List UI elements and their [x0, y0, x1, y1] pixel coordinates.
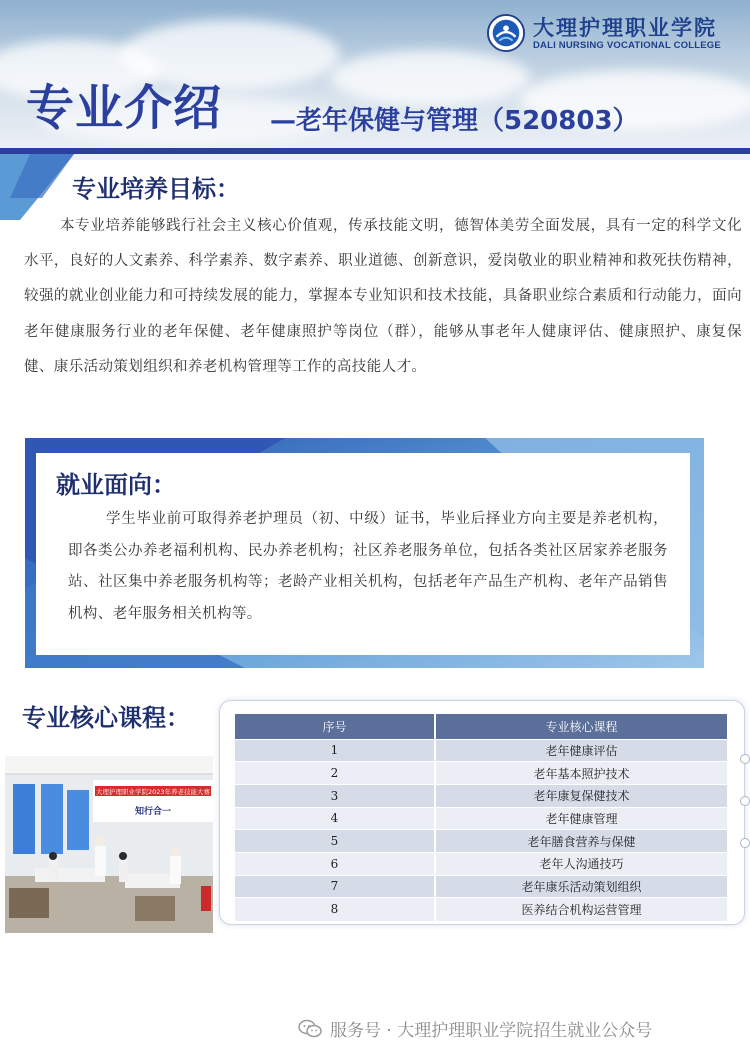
employment-text: 学生毕业前可取得养老护理员（初、中级）证书，毕业后择业方向主要是养老机构，即各类公办养老福利机构、民办养老机构；社区养老服务单位，包括各类社区居家养老服务站、社区集中养老服务机构等；老龄产业相关机构，包括老年产品生产机构、老年产品销售机构、老年服务相关机构等。 [68, 511, 668, 622]
school-name-cn: 大理护理职业学院 [533, 14, 717, 40]
row-index: 5 [235, 830, 435, 853]
header-course: 专业核心课程 [435, 714, 728, 739]
row-course: 老年人沟通技巧 [435, 852, 728, 875]
row-course: 老年膳食营养与保健 [435, 830, 728, 853]
row-index: 7 [235, 875, 435, 898]
employment-title: 就业面向： [56, 471, 176, 499]
row-index: 6 [235, 852, 435, 875]
page-title: 专业介绍 [26, 80, 223, 136]
classroom-photo [5, 756, 213, 933]
table-row [235, 830, 728, 853]
row-course: 老年基本照护技术 [435, 762, 728, 785]
school-seal-icon [487, 14, 525, 52]
course-table [235, 714, 729, 921]
table-row [235, 762, 728, 785]
table-row [235, 739, 728, 762]
row-index: 2 [235, 762, 435, 785]
row-course: 老年健康评估 [435, 739, 728, 762]
row-course: 老年康乐活动策划组织 [435, 875, 728, 898]
courses-title: 专业核心课程： [22, 704, 190, 732]
table-header-row [235, 714, 728, 739]
table-row [235, 875, 728, 898]
footer-text: 服务号 · 大理护理职业学院招生就业公众号 [330, 1021, 653, 1041]
school-name-en: DALI NURSING VOCATIONAL COLLEGE [533, 39, 721, 51]
training-goal-text: 本专业培养能够践行社会主义核心价值观，传承技能文明，德智体美劳全面发展，具有一定的科学文化水平，良好的人文素养、科学素养、数字素养、职业道德、创新意识，爱岗敬业的职业精神和救死扶伤精神，较强的就业创业能力和可持续发展的能力，掌握本专业知识和技术技能，具备职业综合素质和行动能力，面向老年健康服务行业的老年保健、老年健康照护等岗位（群），能够从事老年人健康评估、健康照护、康复保健、康乐活动策划组织和养老机构管理等工作的高技能人才。 [24, 218, 742, 375]
school-logo [487, 14, 721, 52]
row-index: 1 [235, 739, 435, 762]
row-index: 4 [235, 807, 435, 830]
wechat-icon [298, 1019, 322, 1039]
page-subtitle: —老年保健与管理（520803） [270, 106, 639, 136]
footer [298, 1016, 652, 1041]
binder-ring-icon [740, 796, 750, 806]
table-row [235, 784, 728, 807]
photo-board-text: 知行合一 [134, 807, 172, 817]
table-row [235, 807, 728, 830]
binder-ring-icon [740, 754, 750, 764]
header-index: 序号 [235, 714, 435, 739]
row-index: 3 [235, 784, 435, 807]
table-row [235, 852, 728, 875]
row-course: 医养结合机构运营管理 [435, 898, 728, 921]
row-index: 8 [235, 898, 435, 921]
table-row [235, 898, 728, 921]
binder-ring-icon [740, 838, 750, 848]
photo-banner-text: 大理护理职业学院2023年养老技能大赛 [95, 788, 211, 796]
row-course: 老年康复保健技术 [435, 784, 728, 807]
row-course: 老年健康管理 [435, 807, 728, 830]
training-goal-title: 专业培养目标： [72, 175, 240, 203]
